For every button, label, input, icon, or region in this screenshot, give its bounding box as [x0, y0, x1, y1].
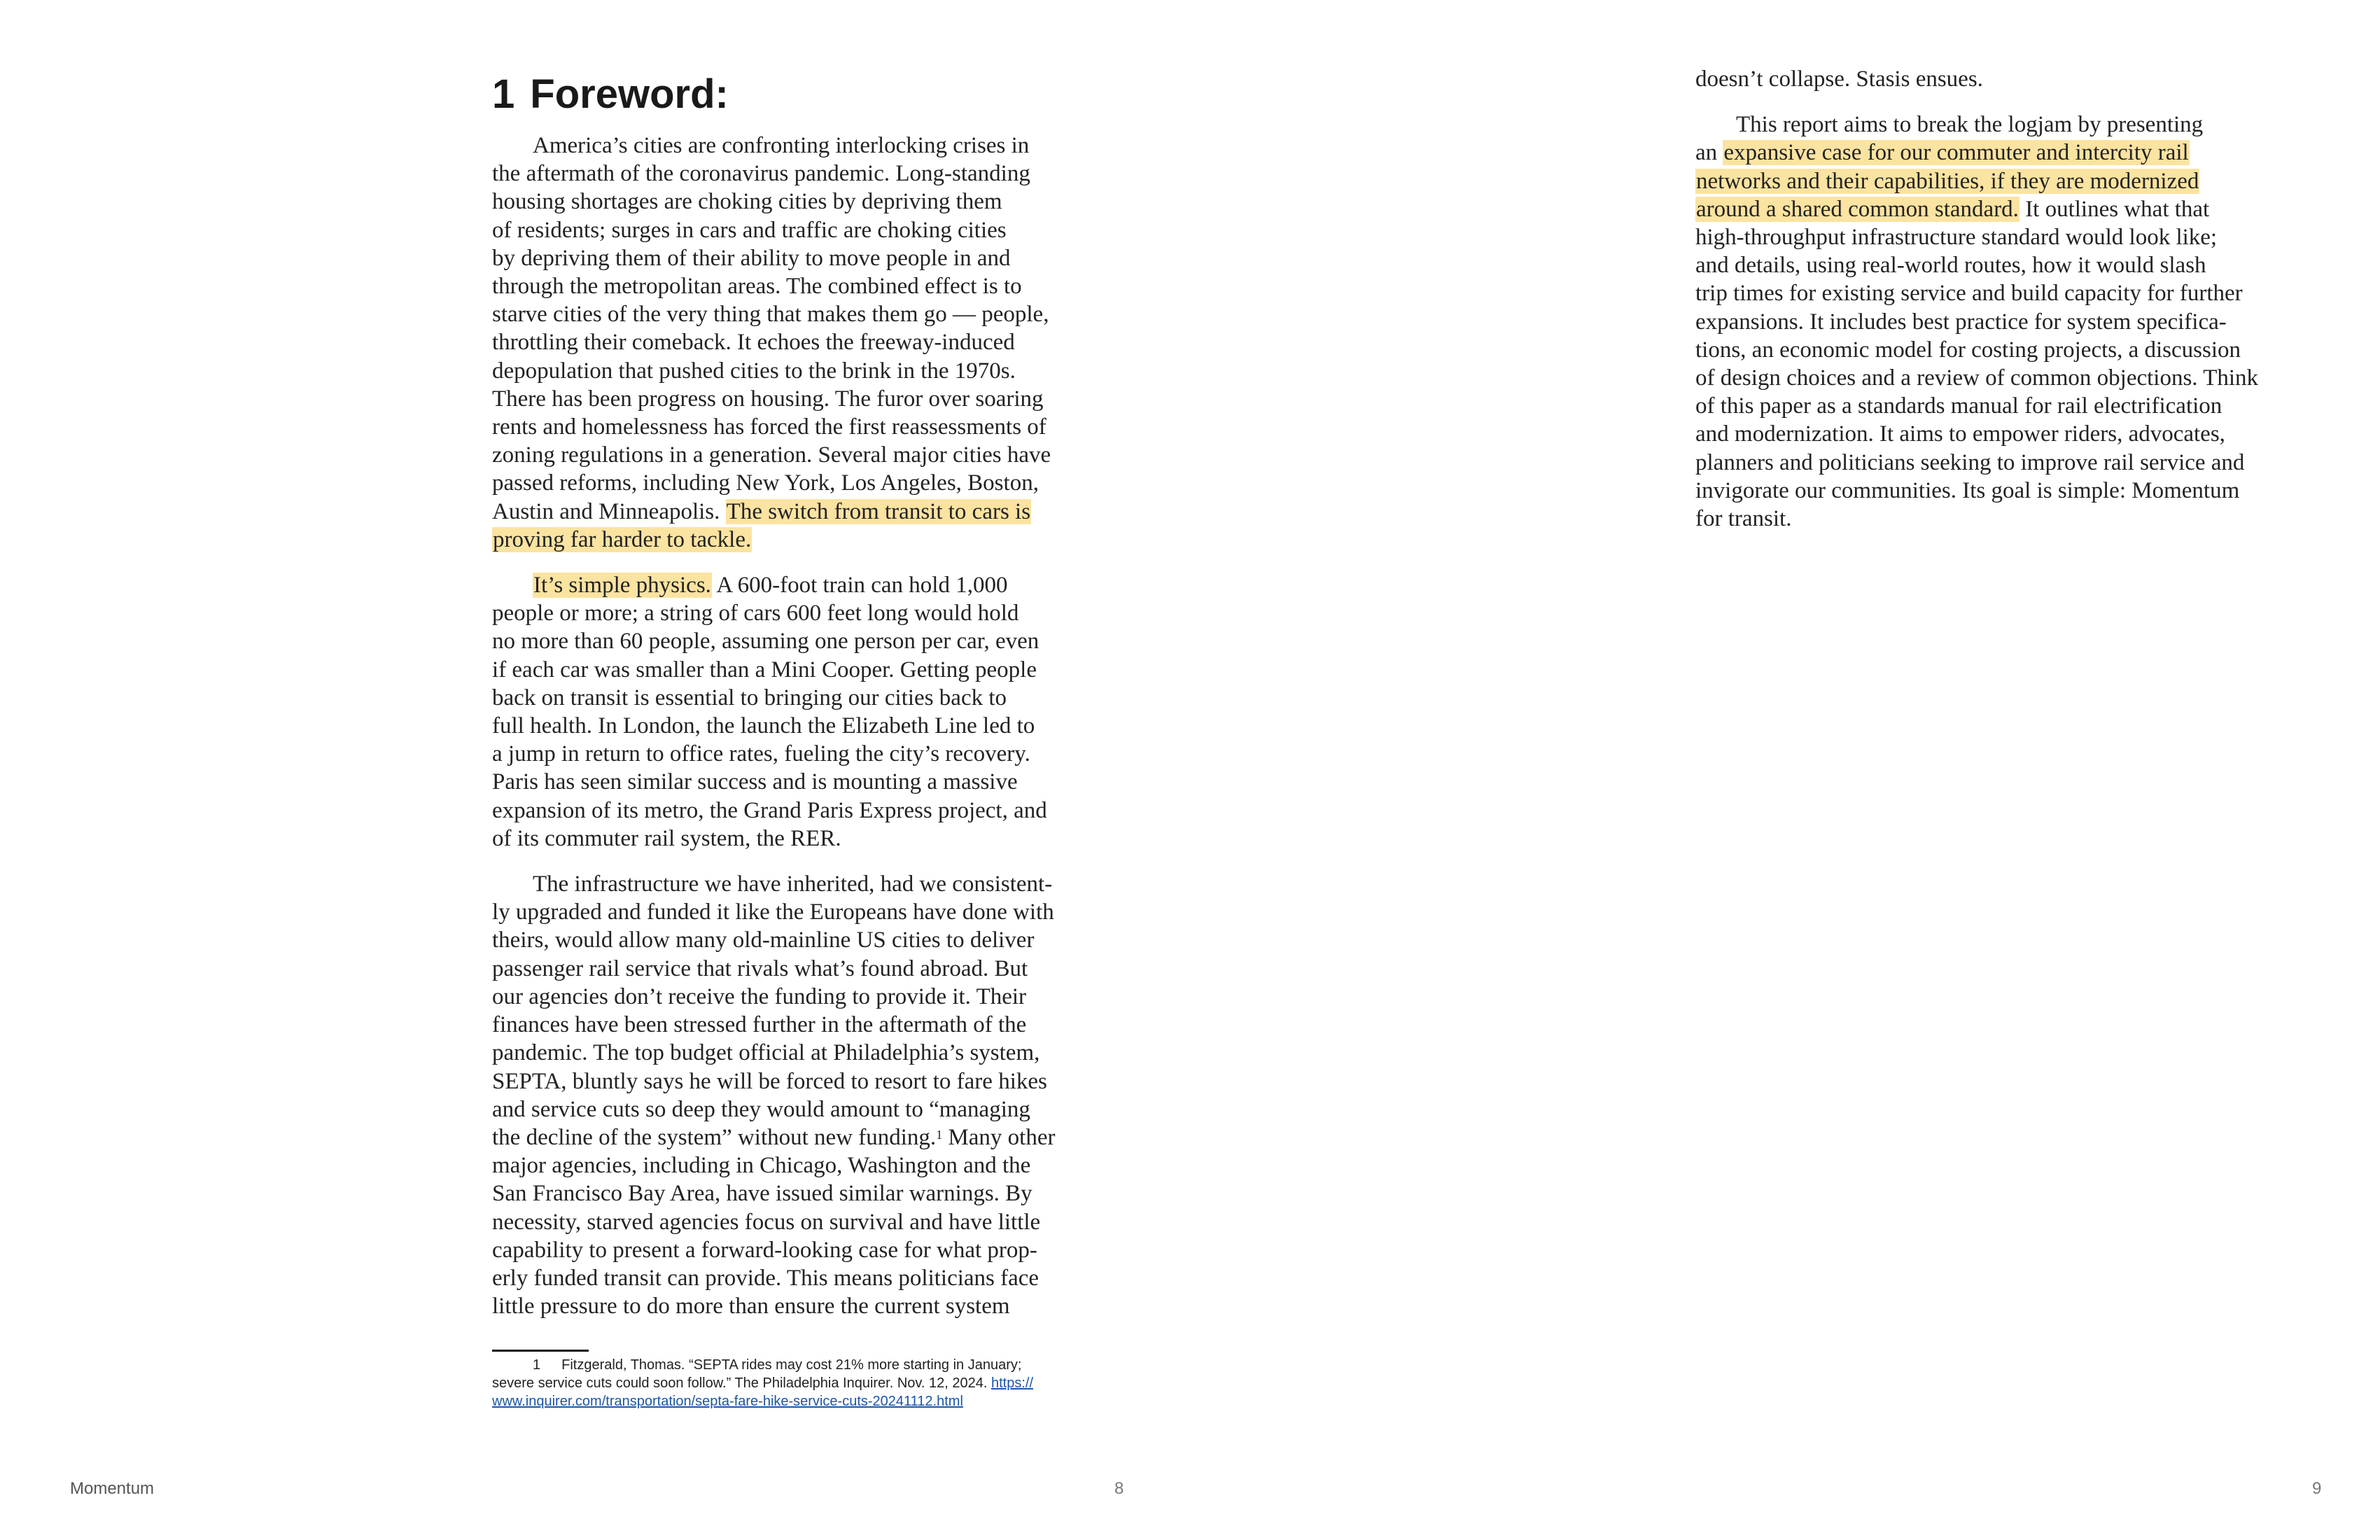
highlighted-text: around a shared common standard.	[1696, 196, 2019, 222]
paragraph-2	[492, 571, 1136, 853]
text-line: starve cities of the very thing that makes them go — people,	[492, 302, 1049, 328]
text-line: zoning regulations in a generation. Several major cities have	[492, 442, 1051, 468]
text-line: and service cuts so deep they would amount to “managing	[492, 1096, 1030, 1122]
text-line: passenger rail service that rivals what’s found abroad. But	[492, 955, 1028, 981]
text-line: trip times for existing service and build capacity for further	[1695, 281, 2243, 307]
text-line	[1695, 195, 2339, 223]
footnote-line	[492, 1392, 1136, 1410]
text-line: capability to present a forward-looking case for what prop-	[492, 1237, 1037, 1263]
text-line: and modernization. It aims to empower riders, advocates,	[1695, 421, 2225, 447]
highlighted-text: expansive case for our commuter and intercity rail	[1723, 140, 2189, 166]
text-line: of design choices and a review of common objections. Think	[1695, 365, 2259, 391]
text-span: the decline of the system” without new funding.	[492, 1124, 937, 1150]
text-line: The infrastructure we have inherited, had we consistent-	[533, 872, 1053, 897]
footnote-reference[interactable]: 1	[936, 1127, 943, 1142]
right-page	[1190, 0, 2380, 1540]
text-span: an	[1695, 140, 1723, 166]
text-line: There has been progress on housing. The furor over soaring	[492, 386, 1044, 412]
text-line: the aftermath of the coronavirus pandemic. Long-standing	[492, 161, 1030, 187]
text-line: expansions. It includes best practice for system specifica-	[1695, 309, 2227, 335]
text-line: pandemic. The top budget official at Philadelphia’s system,	[492, 1040, 1040, 1066]
text-line: housing shortages are choking cities by depriving them	[492, 189, 1002, 215]
text-line: for transit.	[1695, 506, 1792, 532]
paragraph-4	[1695, 111, 2339, 533]
text-line: back on transit is essential to bringing our cities back to	[492, 685, 1007, 710]
text-line	[1695, 167, 2339, 195]
highlighted-text: proving far harder to tackle.	[493, 526, 752, 552]
text-line: passed reforms, including New York, Los Angeles, Boston,	[492, 470, 1039, 496]
footnote	[492, 1356, 1136, 1410]
highlighted-text: The switch from transit to cars is	[726, 498, 1031, 524]
highlighted-text: networks and their capabilities, if they are modernized	[1696, 168, 2199, 194]
text-line: little pressure to do more than ensure the current system	[492, 1294, 1010, 1320]
text-line: SEPTA, bluntly says he will be forced to resort to fare hikes	[492, 1068, 1047, 1094]
text-line: San Francisco Bay Area, have issued similar warnings. By	[492, 1181, 1032, 1207]
section-title: Foreword:	[530, 71, 729, 117]
text-line: planners and politicians seeking to improve rail service and	[1695, 449, 2245, 475]
text-line: high-throughput infrastructure standard would look like;	[1695, 225, 2218, 251]
text-line: finances have been stressed further in the aftermath of the	[492, 1012, 1027, 1038]
section-number: 1	[492, 71, 515, 117]
text-line	[492, 526, 1136, 554]
text-span: Many other	[942, 1124, 1056, 1150]
footnote-link[interactable]: https://	[991, 1376, 1034, 1391]
text-span: It outlines what that	[2019, 196, 2210, 222]
footnote-divider	[492, 1350, 589, 1352]
footnote-link[interactable]: www.inquirer.com/transportation/septa-fare-hike-service-cuts-20241112.html	[492, 1394, 963, 1409]
continuation-paragraph	[1695, 65, 2339, 93]
paragraph-1	[492, 132, 1136, 554]
text-line: doesn’t collapse. Stasis ensues.	[1695, 66, 1983, 92]
text-line: and details, using real-world routes, how it would slash	[1695, 253, 2206, 279]
right-body-column	[1695, 65, 2339, 550]
page-number: 9	[2312, 1479, 2322, 1498]
text-line	[492, 571, 1136, 599]
text-line: Paris has seen similar success and is mounting a massive	[492, 769, 1018, 795]
text-line: erly funded transit can provide. This means politicians face	[492, 1265, 1040, 1291]
left-body-column	[492, 132, 1136, 1338]
text-line: depopulation that pushed cities to the brink in the 1970s.	[492, 358, 1016, 384]
text-line: of this paper as a standards manual for rail electrification	[1695, 393, 2222, 419]
footnote-line	[492, 1374, 1136, 1392]
text-line: through the metropolitan areas. The combined effect is to	[492, 274, 1022, 300]
text-line: expansion of its metro, the Grand Paris Express project, and	[492, 797, 1047, 823]
text-line: if each car was smaller than a Mini Cooper. Getting people	[492, 657, 1037, 682]
paragraph-3	[492, 870, 1136, 1320]
text-line: tions, an economic model for costing projects, a discussion	[1695, 337, 2241, 363]
text-line: necessity, starved agencies focus on survival and have little	[492, 1209, 1041, 1235]
footnote-number: 1	[533, 1357, 541, 1373]
text-line: This report aims to break the logjam by presenting	[1736, 112, 2204, 138]
section-heading	[492, 70, 729, 119]
text-line: America’s cities are confronting interlocking crises in	[533, 133, 1030, 158]
text-line: invigorate our communities. Its goal is simple: Momentum	[1695, 477, 2240, 503]
text-line: a jump in return to office rates, fueling the city’s recovery.	[492, 741, 1030, 767]
footnote-line	[492, 1356, 1136, 1374]
text-line: throttling their comeback. It echoes the freeway-induced	[492, 330, 1015, 356]
text-line: no more than 60 people, assuming one person per car, even	[492, 629, 1040, 654]
highlighted-text: It’s simple physics.	[533, 573, 711, 598]
text-line	[492, 498, 1136, 526]
text-line: our agencies don’t receive the funding to provide it. Their	[492, 983, 1027, 1009]
text-line: by depriving them of their ability to move people in and	[492, 245, 1011, 271]
footnote-text: severe service cuts could soon follow.” The Philadelphia Inquirer. Nov. 12, 2024.	[492, 1376, 991, 1391]
footer-brand: Momentum	[70, 1479, 155, 1498]
text-line: ly upgraded and funded it like the Europeans have done with	[492, 899, 1054, 925]
text-line	[1695, 139, 2339, 167]
text-line: major agencies, including in Chicago, Washington and the	[492, 1153, 1031, 1179]
text-line: of its commuter rail system, the RER.	[492, 825, 841, 851]
text-line: full health. In London, the launch the Elizabeth Line led to	[492, 713, 1035, 739]
text-line: rents and homelessness has forced the first reassessments of	[492, 414, 1046, 440]
footnote-text: Fitzgerald, Thomas. “SEPTA rides may cost 21% more starting in January;	[561, 1357, 1022, 1373]
text-line	[492, 1124, 1136, 1152]
text-line: theirs, would allow many old-mainline US cities to deliver	[492, 927, 1035, 953]
text-line: of residents; surges in cars and traffic are choking cities	[492, 217, 1007, 243]
page-number: 8	[1114, 1479, 1124, 1498]
text-span: A 600-foot train can hold 1,000	[711, 573, 1008, 598]
text-span: Austin and Minneapolis.	[492, 498, 726, 524]
text-line: people or more; a string of cars 600 feet long would hold	[492, 601, 1019, 626]
